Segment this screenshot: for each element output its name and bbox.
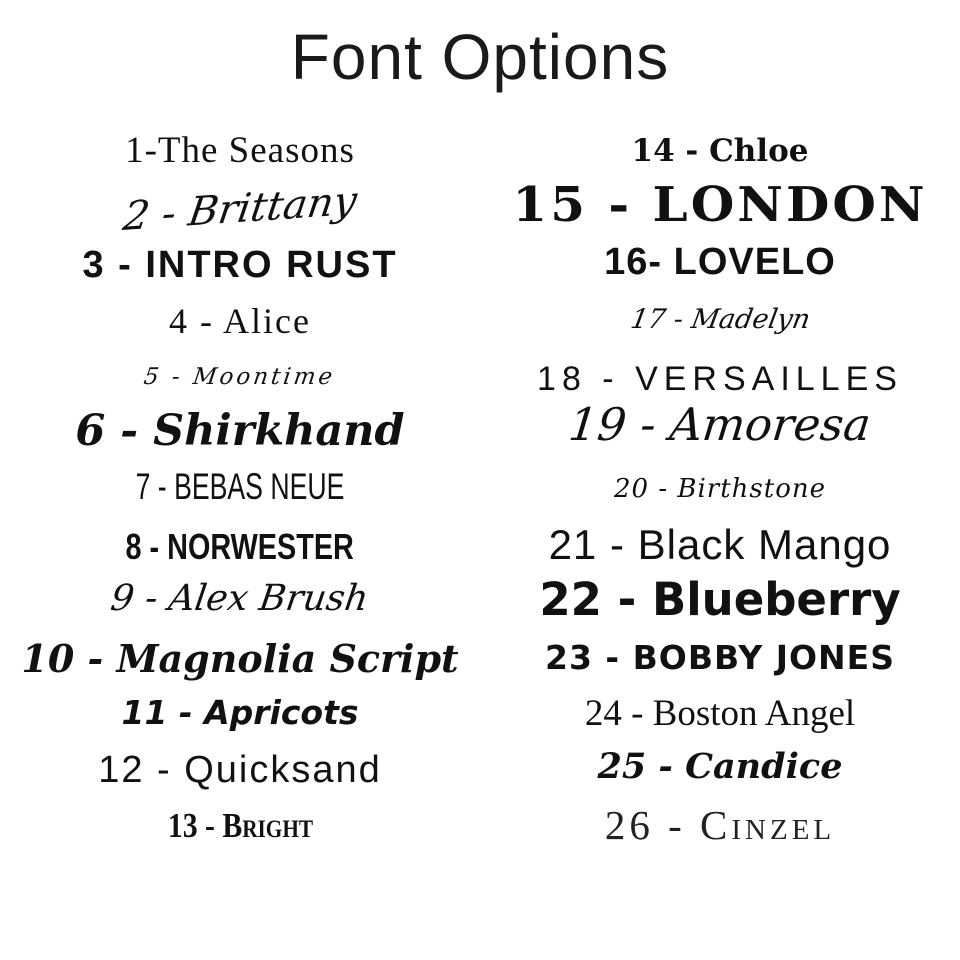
font-sample-18-label: 18 - VERSAILLES	[537, 360, 903, 398]
font-sample-26	[480, 802, 960, 849]
font-sample-2	[0, 178, 480, 240]
font-sample-25	[480, 747, 960, 787]
font-sample-12	[0, 749, 480, 793]
font-sample-1-label: 1-The Seasons	[125, 130, 355, 171]
font-sample-9	[0, 578, 480, 619]
font-sample-26-label: 26 - Cinzel	[604, 802, 836, 848]
font-sample-6	[0, 407, 480, 456]
font-sample-16	[480, 241, 960, 285]
font-sample-5-label: 5 - Moontime	[142, 364, 338, 390]
font-sample-6-label: 6 - Shirkhand	[75, 406, 405, 456]
font-sample-14	[480, 134, 960, 170]
font-sample-20-label: 20 - Birthstone	[613, 474, 827, 504]
font-sample-4-label: 4 - Alice	[169, 301, 311, 341]
font-sample-19-label: 19 - Amoresa	[566, 398, 874, 451]
font-sample-7-label: 7 - BEBAS NEUE	[135, 466, 345, 507]
font-sample-4	[0, 301, 480, 342]
font-sample-25-label: 25 - Candice	[597, 746, 843, 787]
font-sample-21	[480, 521, 960, 569]
font-sample-21-label: 21 - Black Mango	[548, 521, 892, 568]
font-sample-16-label: 16- LOVELO	[604, 241, 836, 283]
font-sample-8	[0, 526, 480, 567]
font-sample-12-label: 12 - Quicksand	[98, 749, 382, 791]
font-sample-2-label: 2 - Brittany	[120, 178, 360, 240]
font-sample-1	[0, 130, 480, 173]
font-sample-17	[480, 304, 960, 335]
font-sample-7	[0, 466, 480, 509]
font-sample-11-label: 11 - Apricots	[121, 693, 359, 732]
font-sample-19	[480, 399, 960, 451]
font-sample-22-label: 22 - Blueberry	[539, 573, 901, 626]
font-sample-15	[480, 176, 960, 234]
font-sample-13	[0, 806, 480, 846]
font-sample-15-label: 15 - LONDON	[512, 176, 928, 233]
font-sample-13-label: 13 - Bright	[167, 806, 313, 845]
font-sample-20	[480, 475, 960, 505]
font-sample-8-label: 8 - NORWESTER	[125, 526, 355, 567]
font-sample-17-label: 17 - Madelyn	[627, 304, 813, 335]
font-sample-10	[0, 637, 480, 681]
font-sample-23	[480, 639, 960, 677]
font-sample-18	[480, 360, 960, 399]
font-sample-22	[480, 574, 960, 626]
font-sample-3	[0, 244, 480, 288]
font-sample-14-label: 14 - Chloe	[631, 133, 809, 169]
font-sample-24-label: 24 - Boston Angel	[584, 693, 856, 734]
font-sample-11	[0, 694, 480, 732]
font-sample-23-label: 23 - BOBBY JONES	[545, 638, 895, 677]
font-sample-24	[480, 693, 960, 736]
page-title: Font Options	[290, 21, 670, 93]
font-sample-10-label: 10 - Magnolia Script	[21, 636, 459, 681]
font-sample-5	[0, 364, 480, 390]
font-sample-3-label: 3 - INTRO RUST	[82, 244, 398, 286]
font-sample-9-label: 9 - Alex Brush	[108, 578, 372, 619]
